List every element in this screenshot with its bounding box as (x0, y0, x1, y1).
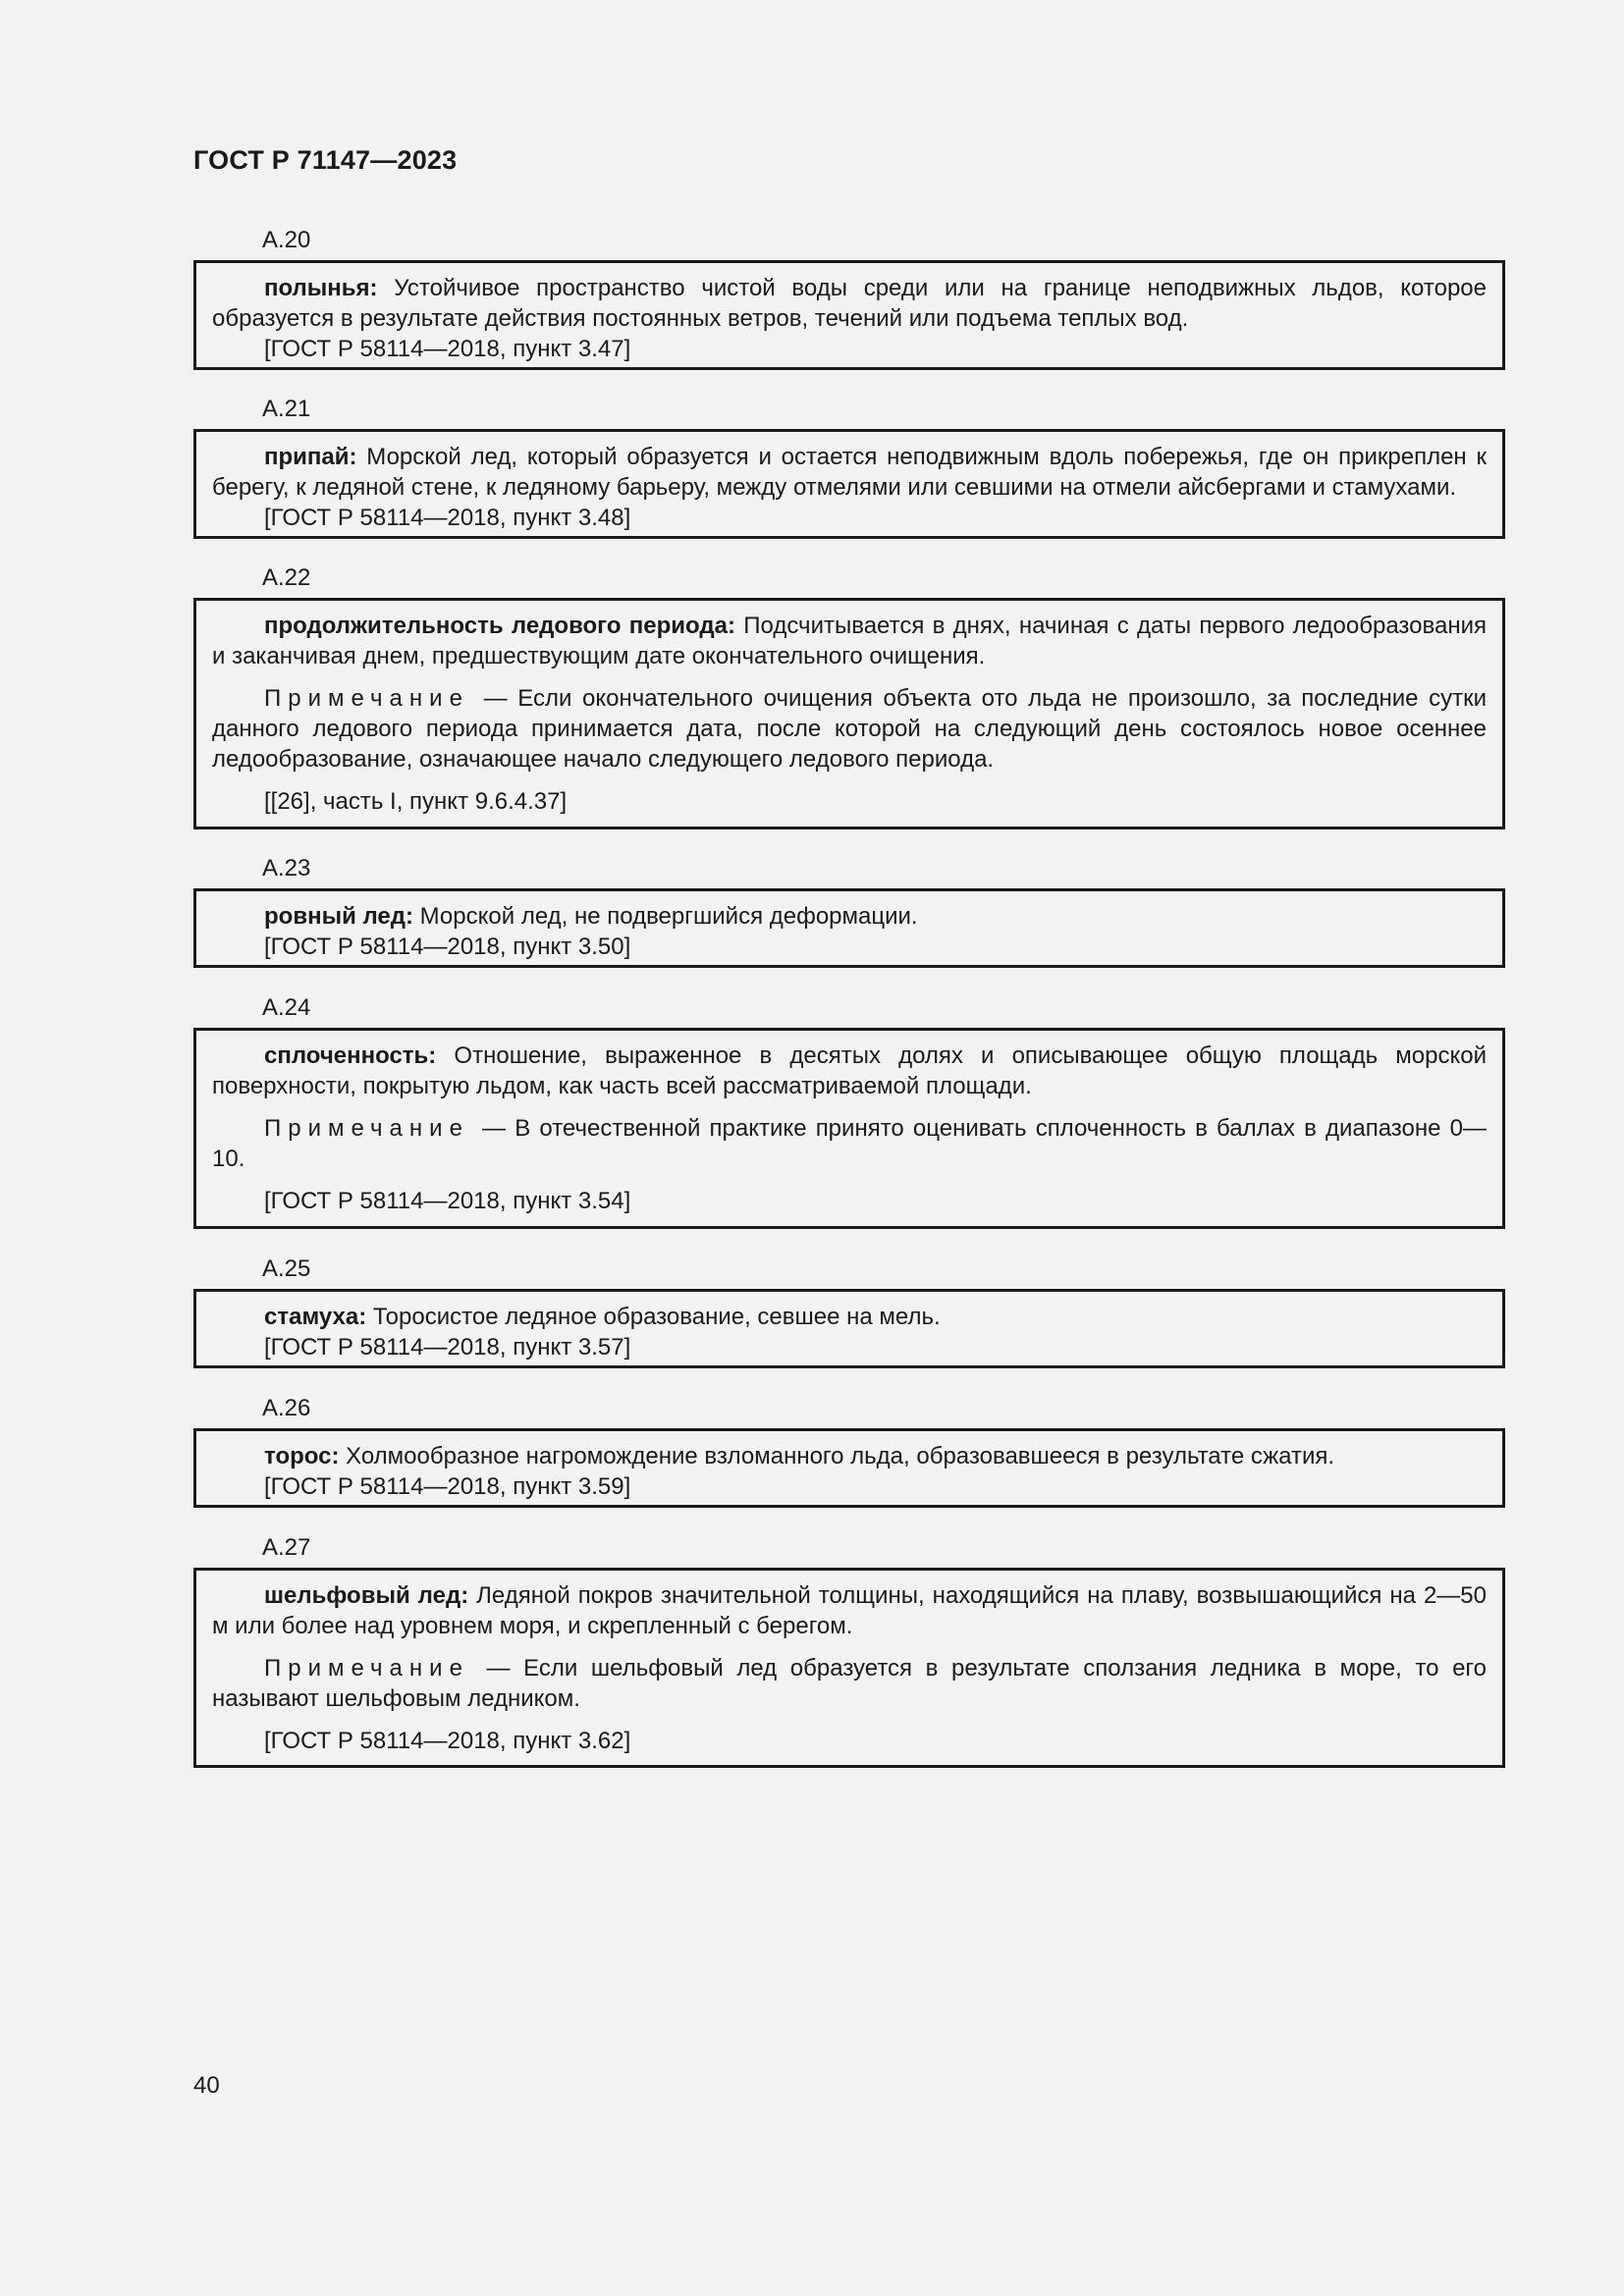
note-text: — В отечественной практике принято оценивать сплоченность в баллах в диапазоне 0—10. (212, 1115, 1487, 1172)
term: припай: (264, 444, 357, 470)
entry-box-a22 (193, 598, 1505, 829)
entry-box-a27 (193, 1568, 1505, 1768)
note-paragraph (212, 1113, 1487, 1174)
note-text: — Если шельфовый лед образуется в результате сползания ледника в море, то его называют шельфовым ледником. (212, 1655, 1488, 1712)
source-reference: [[26], часть I, пункт 9.6.4.37] (264, 788, 568, 815)
definition-text: Торосистое ледяное образование, севшее на мель. (366, 1304, 941, 1330)
definition-paragraph (212, 1580, 1487, 1641)
term: продолжительность ледового периода: (264, 613, 735, 639)
term: сплоченность: (264, 1042, 437, 1069)
definition-text: Холмообразное нагромождение взломанного льда, образовавшееся в результате сжатия. (339, 1443, 1335, 1469)
source-reference: [ГОСТ Р 58114—2018, пункт 3.57] (264, 1334, 631, 1361)
definition-text: Устойчивое пространство чистой воды среди или на границе неподвижных льдов, которое образуется в результате действия постоянных ветров, течений или подъема теплых вод. (212, 275, 1487, 332)
entry-box-a25 (193, 1289, 1505, 1368)
entry-box-a24 (193, 1028, 1505, 1229)
note-text: — Если окончательного очищения объекта ото льда не произошло, за последние сутки данного ледового периода принимается дата, после которой на следующий день состоялось новое осеннее ледообразование, означающее начало следующего ледового периода. (212, 685, 1488, 773)
source-reference: [ГОСТ Р 58114—2018, пункт 3.59] (264, 1473, 631, 1500)
note-paragraph (212, 683, 1487, 774)
entry-number-a20: А.20 (262, 227, 311, 253)
definition-paragraph (212, 611, 1487, 671)
note-label: Примечание (264, 685, 469, 712)
document-header: ГОСТ Р 71147—2023 (193, 145, 458, 175)
entry-number-a24: А.24 (262, 994, 311, 1021)
page-number: 40 (193, 2072, 220, 2099)
entry-number-a25: А.25 (262, 1255, 311, 1282)
source-reference: [ГОСТ Р 58114—2018, пункт 3.50] (264, 934, 631, 960)
entry-box-a20 (193, 260, 1505, 370)
term: шельфовый лед: (264, 1582, 469, 1609)
note-paragraph (212, 1653, 1487, 1714)
definition-text: Подсчитывается в днях, начиная с даты первого ледообразования и заканчивая днем, предшествующим дате окончательного очищения. (212, 613, 1487, 669)
entry-box-a23 (193, 888, 1505, 968)
definition-paragraph (212, 1302, 1487, 1332)
definition-text: Ледяной покров значительной толщины, находящийся на плаву, возвышающийся на 2—50 м или более над уровнем моря, и скрепленный с берегом. (212, 1582, 1488, 1639)
term: торос: (264, 1443, 340, 1469)
entry-number-a22: А.22 (262, 564, 311, 591)
definition-paragraph (212, 442, 1487, 503)
definition-paragraph (212, 273, 1487, 334)
definition-text: Морской лед, который образуется и остается неподвижным вдоль побережья, где он прикреплен к берегу, к ледяной стене, к ледяному барьеру, между отмелями или севшими на отмели айсбергами и стамухами. (212, 444, 1487, 501)
definition-paragraph (212, 901, 1487, 932)
entry-number-a21: А.21 (262, 396, 311, 422)
definition-text: Отношение, выраженное в десятых долях и описывающее общую площадь морской поверхности, покрытую льдом, как часть всей рассматриваемой площади. (212, 1042, 1487, 1099)
source-reference: [ГОСТ Р 58114—2018, пункт 3.48] (264, 505, 631, 531)
entry-number-a27: А.27 (262, 1534, 311, 1561)
term: полынья: (264, 275, 378, 301)
source-reference: [ГОСТ Р 58114—2018, пункт 3.54] (264, 1188, 631, 1214)
term: стамуха: (264, 1304, 367, 1330)
entry-number-a23: А.23 (262, 855, 311, 881)
definition-paragraph (212, 1441, 1487, 1471)
source-reference: [ГОСТ Р 58114—2018, пункт 3.62] (264, 1728, 631, 1754)
source-reference: [ГОСТ Р 58114—2018, пункт 3.47] (264, 336, 631, 362)
note-label: Примечание (264, 1115, 469, 1142)
term: ровный лед: (264, 903, 413, 930)
entry-box-a26 (193, 1428, 1505, 1508)
note-label: Примечание (264, 1655, 469, 1682)
entry-number-a26: А.26 (262, 1395, 311, 1421)
definition-paragraph (212, 1041, 1487, 1101)
entry-box-a21 (193, 429, 1505, 539)
definition-text: Морской лед, не подвергшийся деформации. (413, 903, 918, 930)
